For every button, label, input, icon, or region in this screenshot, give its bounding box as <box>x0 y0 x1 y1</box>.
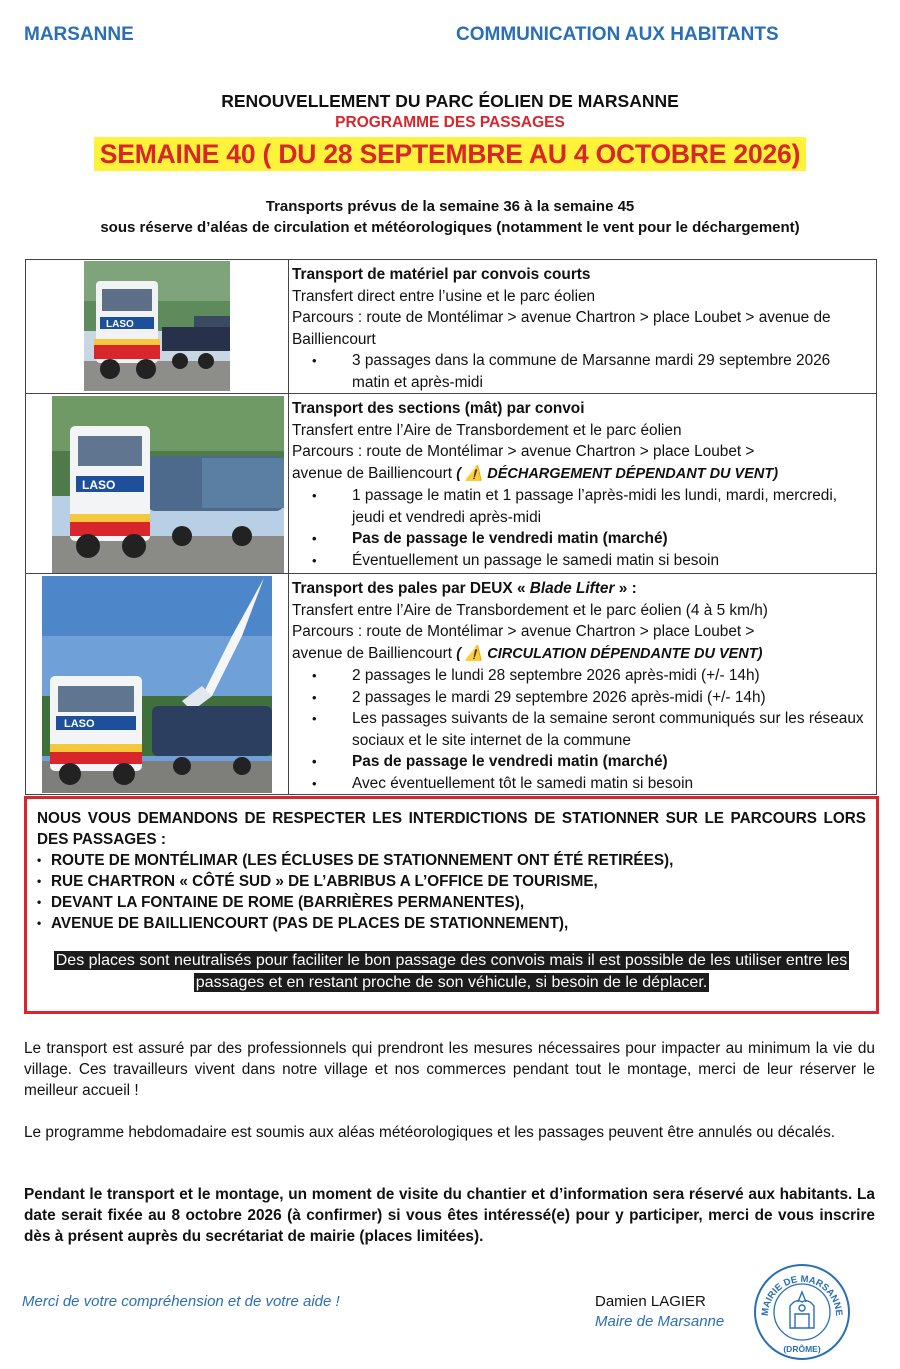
transport-route-end <box>292 643 868 666</box>
town-hall-seal <box>752 1262 852 1362</box>
transport-row <box>26 260 877 394</box>
transport-transfer: Transfert entre l’Aire de Transbordement et le parc éolien (4 à 5 km/h) <box>292 601 768 619</box>
transport-description <box>289 394 877 574</box>
transport-transfer: Transfert direct entre l’usine et le parc éolien <box>292 287 596 305</box>
week-text: SEMAINE 40 ( DU 28 SEPTEMBRE AU 4 OCTOBRE 2026) <box>94 137 806 171</box>
transport-title: Transport de matériel par convois courts <box>292 266 591 283</box>
svg-text:LASO: LASO <box>64 718 95 730</box>
transport-description <box>289 574 877 795</box>
transport-description <box>289 260 877 394</box>
transport-route: Parcours : route de Montélimar > avenue Chartron > place Loubet > <box>292 443 755 460</box>
site-visit-paragraph: Pendant le transport et le montage, un moment de visite du chantier et d’information sera réservé aux habitants. La date serait fixée au 8 octobre 2026 (à confirmer) si vous êtes intéressé(e) pour y participer, merci de vous inscrire dès à présent auprès du secrétariat de mairie (places limitées). <box>24 1186 875 1245</box>
passage-list <box>312 485 868 571</box>
svg-text:LASO: LASO <box>82 478 116 492</box>
restricted-streets-list <box>37 850 866 934</box>
restricted-street: • DEVANT LA FONTAINE DE ROME (BARRIÈRES PERMANENTES), <box>37 892 866 913</box>
passage-list <box>312 665 868 794</box>
svg-text:LASO: LASO <box>106 319 134 330</box>
route-destination: avenue de Bailliencourt <box>292 644 453 662</box>
passage-list <box>312 350 868 393</box>
neutralized-spaces-note <box>37 950 866 994</box>
truck-convoy-photo <box>84 261 230 391</box>
weather-paragraph: Le programme hebdomadaire est soumis aux aléas météorologiques et les passages peuvent être annulés ou décalés. <box>24 1124 836 1141</box>
signer-name: Damien LAGIER <box>595 1293 706 1310</box>
parking-alert-box <box>24 796 879 1014</box>
communication-label: COMMUNICATION AUX HABITANTS <box>456 24 779 45</box>
week-banner <box>0 139 900 170</box>
seal-bottom-text: (DRÔME) <box>783 1344 821 1354</box>
transport-title: Transport des sections (mât) par convoi <box>292 400 585 417</box>
svg-text:MAIRIE DE MARSANNE <box>760 1274 844 1317</box>
passage-item: • 2 passages le lundi 28 septembre 2026 après-midi (+/- 14h) <box>312 665 868 687</box>
professionals-paragraph: Le transport est assuré par des professionnels qui prendront les mesures nécessaires pour impacter au minimum la vie du village. Ces travailleurs vivent dans notre village et nos commerces pendant tout le montage, merci de leur réserver le meilleur accueil ! <box>24 1040 875 1099</box>
blade-lifter-photo <box>42 576 272 793</box>
wind-warning: ( ⚠️ DÉCHARGEMENT DÉPENDANT DU VENT) <box>456 465 779 482</box>
transport-transfer: Transfert entre l’Aire de Transbordement et le parc éolien <box>292 421 682 439</box>
seal-top-text: MAIRIE DE MARSANNE <box>759 1273 845 1317</box>
neutralized-spaces-text: Des places sont neutralisés pour faciliter le bon passage des convois mais il est possible de les utiliser entre les passages et en restant proche de son véhicule, si besoin de le déplacer. <box>55 952 848 991</box>
route-destination: avenue de Bailliencourt <box>292 464 453 482</box>
transport-table <box>25 259 877 795</box>
town-name: MARSANNE <box>24 24 134 45</box>
wind-warning: ( ⚠️ CIRCULATION DÉPENDANTE DU VENT) <box>456 645 763 662</box>
intro-line-1: Transports prévus de la semaine 36 à la semaine 45 <box>265 198 635 215</box>
passage-item: • Pas de passage le vendredi matin (marché) <box>312 528 868 550</box>
passage-item: • Pas de passage le vendredi matin (marché) <box>312 751 868 773</box>
passage-item: • Les passages suivants de la semaine seront communiqués sur les réseaux sociaux et le site internet de la commune <box>312 708 868 751</box>
intro-line-2: sous réserve d’aléas de circulation et météorologiques (notamment le vent pour le déchargement) <box>100 219 800 236</box>
photo-cell <box>26 574 289 795</box>
restricted-street: • ROUTE DE MONTÉLIMAR (LES ÉCLUSES DE STATIONNEMENT ONT ÉTÉ RETIRÉES), <box>37 850 866 871</box>
title-part: » : <box>618 580 637 597</box>
transport-title <box>292 578 868 600</box>
passage-item: • 3 passages dans la commune de Marsanne mardi 29 septembre 2026 matin et après-midi <box>312 350 868 393</box>
passage-item: • 1 passage le matin et 1 passage l’après-midi les lundi, mardi, mercredi, jeudi et vendredi après-midi <box>312 485 868 528</box>
page-title: RENOUVELLEMENT DU PARC ÉOLIEN DE MARSANNE <box>221 91 679 111</box>
signer-role: Maire de Marsanne <box>595 1313 725 1330</box>
passage-item: • Avec éventuellement tôt le samedi matin si besoin <box>312 773 868 795</box>
photo-cell <box>26 260 289 394</box>
passage-item: • Éventuellement un passage le samedi matin si besoin <box>312 550 868 572</box>
blade-lifter-name: Blade Lifter <box>525 580 619 597</box>
title-part: Transport des pales par DEUX « <box>292 580 526 597</box>
page-subtitle: PROGRAMME DES PASSAGES <box>335 114 565 131</box>
intro-text <box>0 196 900 238</box>
transport-row <box>26 574 877 795</box>
photo-cell <box>26 394 289 574</box>
transport-route-end <box>292 463 868 486</box>
mast-section-photo <box>52 396 284 573</box>
transport-row <box>26 394 877 574</box>
restricted-street: • AVENUE DE BAILLIENCOURT (PAS DE PLACES DE STATIONNEMENT), <box>37 913 866 934</box>
thanks-note: Merci de votre compréhension et de votre aide ! <box>22 1293 340 1310</box>
passage-item: • 2 passages le mardi 29 septembre 2026 après-midi (+/- 14h) <box>312 687 868 709</box>
transport-route: Parcours : route de Montélimar > avenue Chartron > place Loubet > <box>292 623 755 640</box>
transport-route: Parcours : route de Montélimar > avenue Chartron > place Loubet > avenue de Bailliencourt <box>292 309 831 348</box>
alert-heading: NOUS VOUS DEMANDONS DE RESPECTER LES INTERDICTIONS DE STATIONNER SUR LE PARCOURS LORS DES PASSAGES : <box>37 810 866 848</box>
restricted-street: • RUE CHARTRON « CÔTÉ SUD » DE L’ABRIBUS A L’OFFICE DE TOURISME, <box>37 871 866 892</box>
